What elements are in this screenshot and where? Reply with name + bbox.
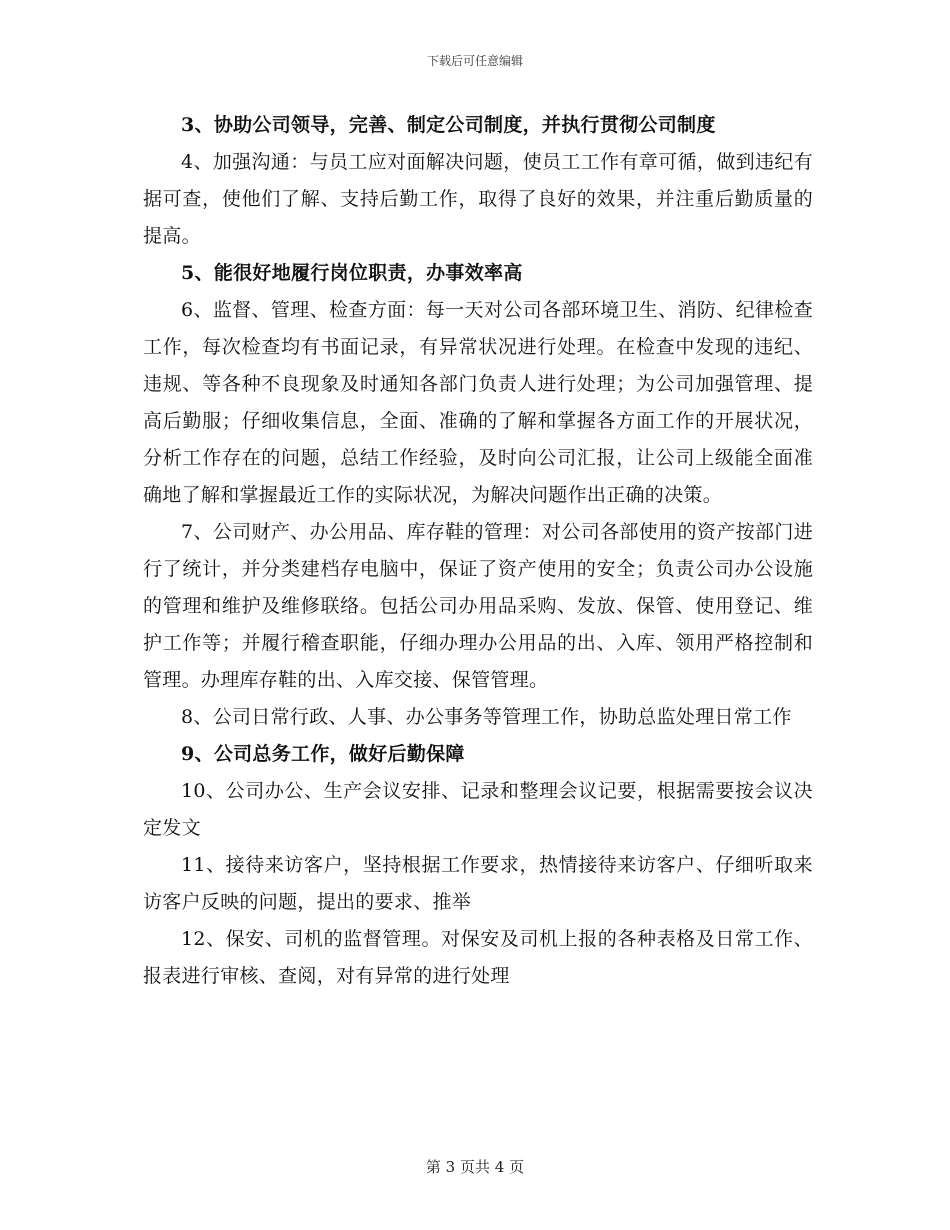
paragraph-7: 7、公司财产、办公用品、库存鞋的管理：对公司各部使用的资产按部门进行了统计，并分类建档存电脑中，保证了资产使用的安全；负责公司办公设施的管理和维护及维修联络。包括公司办用品采购、发放、保管、使用登记、维护工作等；并履行稽查职能，仔细办理办公用品的出、入库、领用严格控制和管理。办理库存鞋的出、入库交接、保管管理。 xyxy=(143,521,813,691)
document-body xyxy=(143,107,813,995)
paragraph-6: 6、监督、管理、检查方面：每一天对公司各部环境卫生、消防、纪律检查工作，每次检查均有书面记录，有异常状况进行处理。在检查中发现的违纪、违规、等各种不良现象及时通知各部门负责人进行处理；为公司加强管理、提高后勤服；仔细收集信息，全面、准确的了解和掌握各方面工作的开展状况，分析工作存在的问题，总结工作经验，及时向公司汇报，让公司上级能全面准确地了解和掌握最近工作的实际状况，为解决问题作出正确的决策。 xyxy=(143,299,813,506)
paragraph-3: 3、协助公司领导，完善、制定公司制度，并执行贯彻公司制度 xyxy=(181,114,716,136)
paragraph-9: 9、公司总务工作，做好后勤保障 xyxy=(181,743,465,765)
paragraph-5: 5、能很好地履行岗位职责，办事效率高 xyxy=(181,262,523,284)
paragraph-10: 10、公司办公、生产会议安排、记录和整理会议记要，根据需要按会议决定发文 xyxy=(143,780,813,839)
paragraph-8: 8、公司日常行政、人事、办公事务等管理工作，协助总监处理日常工作 xyxy=(181,706,792,728)
page-header: 下载后可任意编辑 xyxy=(426,54,523,68)
page-footer: 第 3 页共 4 页 xyxy=(425,1158,525,1176)
paragraph-4: 4、加强沟通：与员工应对面解决问题，使员工工作有章可循，做到违纪有据可查，使他们了解、支持后勤工作，取得了良好的效果，并注重后勤质量的提高。 xyxy=(143,151,813,247)
paragraph-11: 11、接待来访客户，坚持根据工作要求，热情接待来访客户、仔细听取来访客户反映的问题，提出的要求、推举 xyxy=(143,854,813,913)
paragraph-12: 12、保安、司机的监督管理。对保安及司机上报的各种表格及日常工作、报表进行审核、查阅，对有异常的进行处理 xyxy=(143,928,813,987)
